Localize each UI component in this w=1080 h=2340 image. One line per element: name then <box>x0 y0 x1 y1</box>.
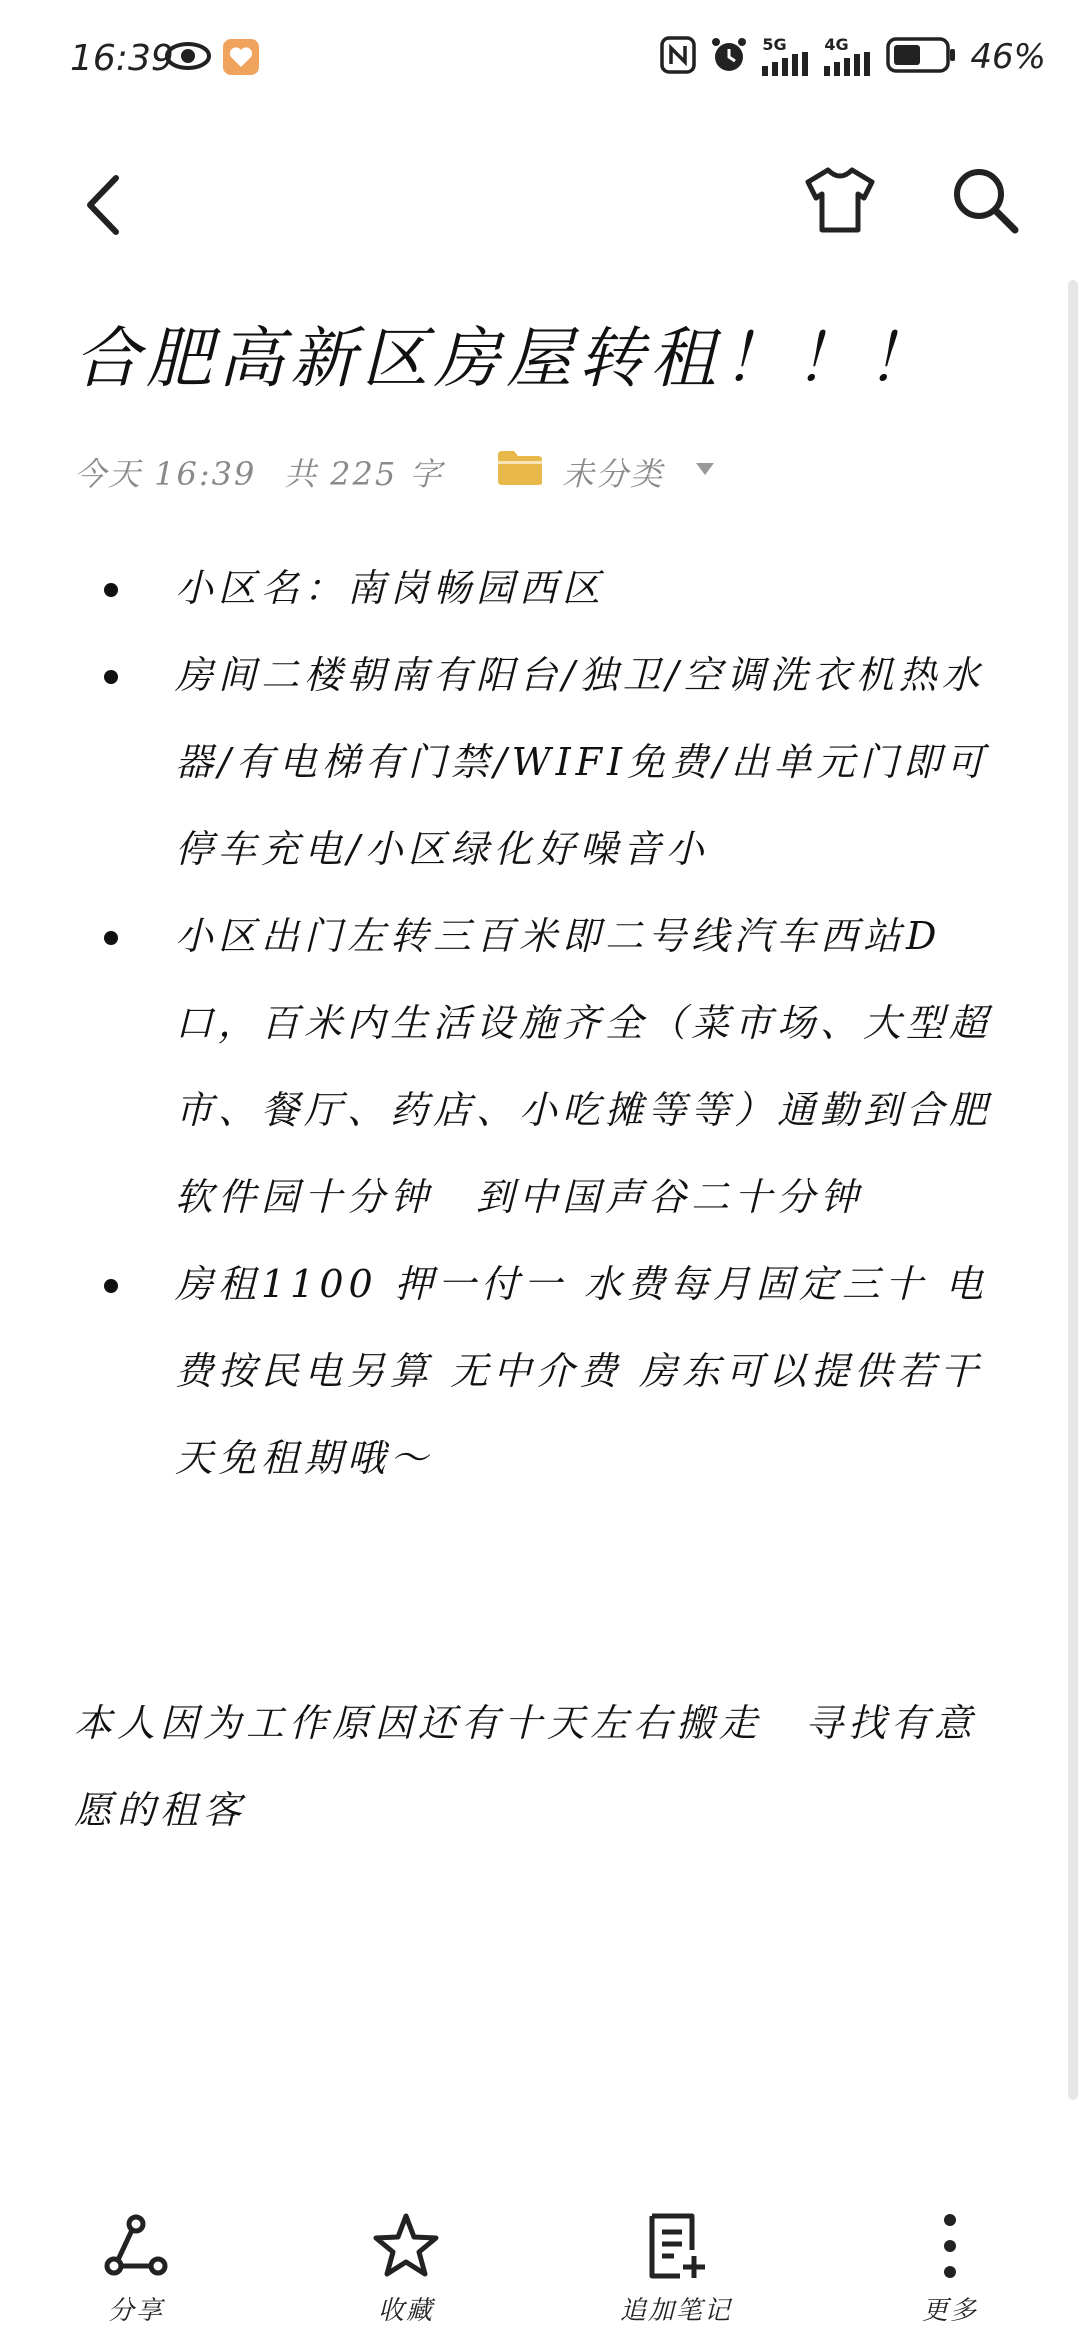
more-label: 更多 <box>921 2296 978 2326</box>
list-item-text: 小区出门左转三百米即二号线汽车西站D口，百米内生活设施齐全（菜市场、大型超市、餐厅、药店、小吃摊等等）通勤到合肥软件园十分钟 到中国声谷二十分钟 <box>175 914 993 1219</box>
chevron-left-icon <box>70 170 140 240</box>
favorite-label: 收藏 <box>377 2296 434 2326</box>
note-date: 今天 16:39 <box>74 455 257 493</box>
folder-icon[interactable] <box>496 449 544 491</box>
signal-5g-icon <box>762 35 810 76</box>
bottom-action-bar <box>0 2210 1080 2340</box>
append-note-label: 追加笔记 <box>619 2296 732 2326</box>
more-button[interactable] <box>850 2210 1050 2327</box>
word-count: 共 225 字 <box>284 455 444 493</box>
note-meta <box>74 445 974 495</box>
favorite-button[interactable] <box>306 2210 506 2327</box>
alarm-icon <box>710 36 748 78</box>
share-icon <box>100 2210 172 2282</box>
note-paragraph[interactable]: 本人因为工作原因还有十天左右搬走 寻找有意愿的租客 <box>74 1701 978 1832</box>
app-notification-icon <box>222 38 260 80</box>
bullet-icon <box>104 670 118 684</box>
append-note-button[interactable] <box>576 2210 776 2327</box>
note-title[interactable]: 合肥高新区房屋转租！！！ <box>74 320 938 397</box>
bullet-icon <box>104 1279 118 1293</box>
list-item-text: 房租1100 押一付一 水费每月固定三十 电费按民电另算 无中介费 房东可以提供若干天免租期哦～ <box>175 1262 988 1480</box>
nfc-icon <box>660 36 696 78</box>
list-item[interactable] <box>0 545 1080 632</box>
note-add-icon <box>640 2210 712 2282</box>
bullet-icon <box>104 931 118 945</box>
status-time: 16:39 <box>70 38 174 79</box>
eye-icon <box>164 40 212 76</box>
note-toolbar <box>0 140 1080 250</box>
status-icons <box>660 36 1046 78</box>
list-item-text: 房间二楼朝南有阳台/独卫/空调洗衣机热水器/有电梯有门禁/WIFI免费/出单元门即可停车充电/小区绿化好噪音小 <box>175 653 989 871</box>
theme-button[interactable] <box>800 160 880 240</box>
list-item[interactable] <box>0 893 1080 1241</box>
star-icon <box>370 2210 442 2282</box>
network-5g-label: 5G <box>762 35 787 54</box>
caret-down-icon[interactable] <box>694 461 716 481</box>
signal-4g-icon <box>824 35 872 76</box>
more-vertical-icon <box>914 2210 986 2282</box>
battery-percent: 46% <box>970 37 1046 77</box>
note-bullet-list[interactable] <box>0 545 1080 1502</box>
list-item[interactable] <box>0 632 1080 893</box>
bullet-icon <box>104 583 118 597</box>
share-label: 分享 <box>107 2296 164 2326</box>
network-4g-label: 4G <box>824 35 849 54</box>
share-button[interactable] <box>36 2210 236 2327</box>
battery-icon <box>886 37 956 77</box>
status-bar <box>0 0 1080 120</box>
list-item-text: 小区名：南岗畅园西区 <box>175 566 606 610</box>
tshirt-icon <box>800 160 880 240</box>
category-selector[interactable]: 未分类 <box>562 455 665 493</box>
back-button[interactable] <box>70 170 140 240</box>
search-icon <box>945 160 1025 240</box>
search-button[interactable] <box>945 160 1025 240</box>
list-item[interactable] <box>0 1241 1080 1502</box>
